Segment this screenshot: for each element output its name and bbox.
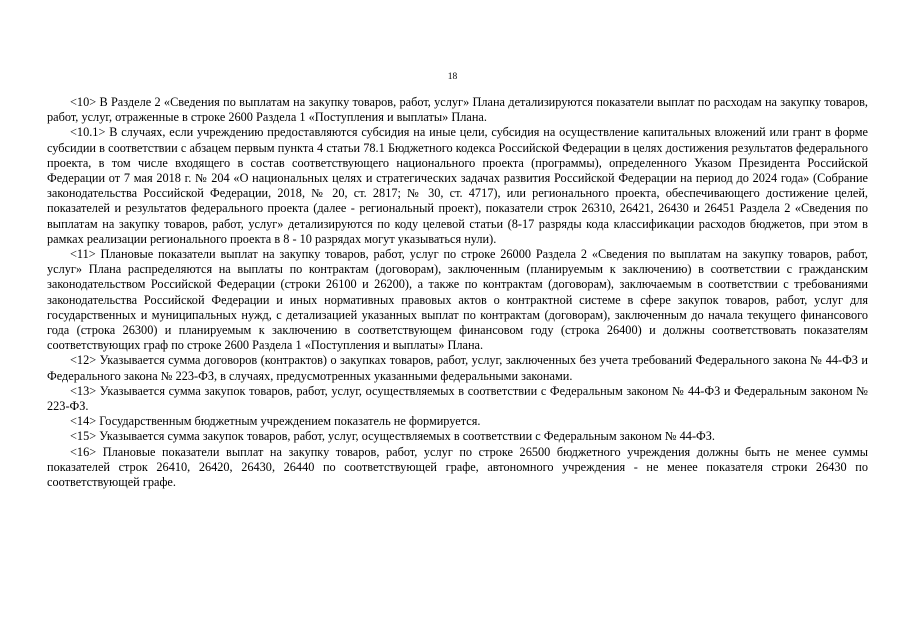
page-number: 18 [447,72,458,82]
footnote-16: <16> Плановые показатели выплат на закупку товаров, работ, услуг по строке 26500 бюджетного учреждения должны быть не менее суммы показателей строк 26410, 26420, 26430, 26440 по соответствующей графе, автономного учреждения - не менее показателя строки 26430 по соответствующей графе. [47,444,868,490]
footnote-10: <10> В Разделе 2 «Сведения по выплатам на закупку товаров, работ, услуг» Плана детализируются показатели выплат по расходам на закупку товаров, работ, услуг, отраженные в строке 2600 Раздела 1 «Поступления и выплаты» Плана. [47,95,868,125]
footnote-10-1: <10.1> В случаях, если учреждению предоставляются субсидия на иные цели, субсидия на осуществление капитальных вложений или грант в форме субсидии в соответствии с абзацем первым пункта 4 статьи 78.1 Бюджетного кодекса Российской Федерации в целях достижения результатов федерального проекта, в том числе входящего в состав соответствующего национального проекта (программы), определенного Указом Президента Российской Федерации от 7 мая 2018 г. № 204 «О национальных целях и стратегических задачах развития Российской Федерации на период до 2024 года» (Собрание законодательства Российской Федерации, 2018, № 20, ст. 2817; № 30, ст. 4717), или регионального проекта, обеспечивающего достижение целей, показателей и результатов федерального проекта (далее - региональный проект), показатели строк 26310, 26421, 26430 и 26451 Раздела 2 «Сведения по выплатам на закупку товаров, работ, услуг» детализируются по коду целевой статьи (8-17 разряды кода классификации расходов бюджетов, при этом в рамках реализации регионального проекта в 8 - 10 разрядах могут указываться нули). [47,125,868,246]
footnotes-section [47,95,868,490]
footnote-15: <15> Указывается сумма закупок товаров, работ, услуг, осуществляемых в соответствии с Федеральным законом № 44-ФЗ. [70,429,715,444]
footnote-14: <14> Государственным бюджетным учреждением показатель не формируется. [70,414,481,429]
footnote-11: <11> Плановые показатели выплат на закупку товаров, работ, услуг по строке 26000 Раздела 2 «Сведения по выплатам на закупку товаров, работ, услуг» Плана распределяются на выплаты по контрактам (договорам), заключенным (планируемым к заключению) в соответствии с гражданским законодательством Российской Федерации (строки 26100 и 26200), а также по контрактам (договорам), заключаемым в соответствии с требованиями законодательства Российской Федерации и иных нормативных правовых актов о контрактной системе в сфере закупок товаров, работ, услуг для государственных и муниципальных нужд, с детализацией указанных выплат по контрактам (договорам), заключенным до начала текущего финансового года (строка 26300) и планируемым к заключению в соответствующем финансовом году (строка 26400) и должны соответствовать показателям соответствующих граф по строке 2600 Раздела 1 «Поступления и выплаты» Плана. [47,247,868,353]
footnote-12: <12> Указывается сумма договоров (контрактов) о закупках товаров, работ, услуг, заключенных без учета требований Федерального закона № 44-ФЗ и Федерального закона № 223-ФЗ, в случаях, предусмотренных указанными федеральными законами. [47,353,868,383]
footnote-13: <13> Указывается сумма закупок товаров, работ, услуг, осуществляемых в соответствии с Федеральным законом № 44-ФЗ и Федеральным законом № 223-ФЗ. [47,383,868,414]
